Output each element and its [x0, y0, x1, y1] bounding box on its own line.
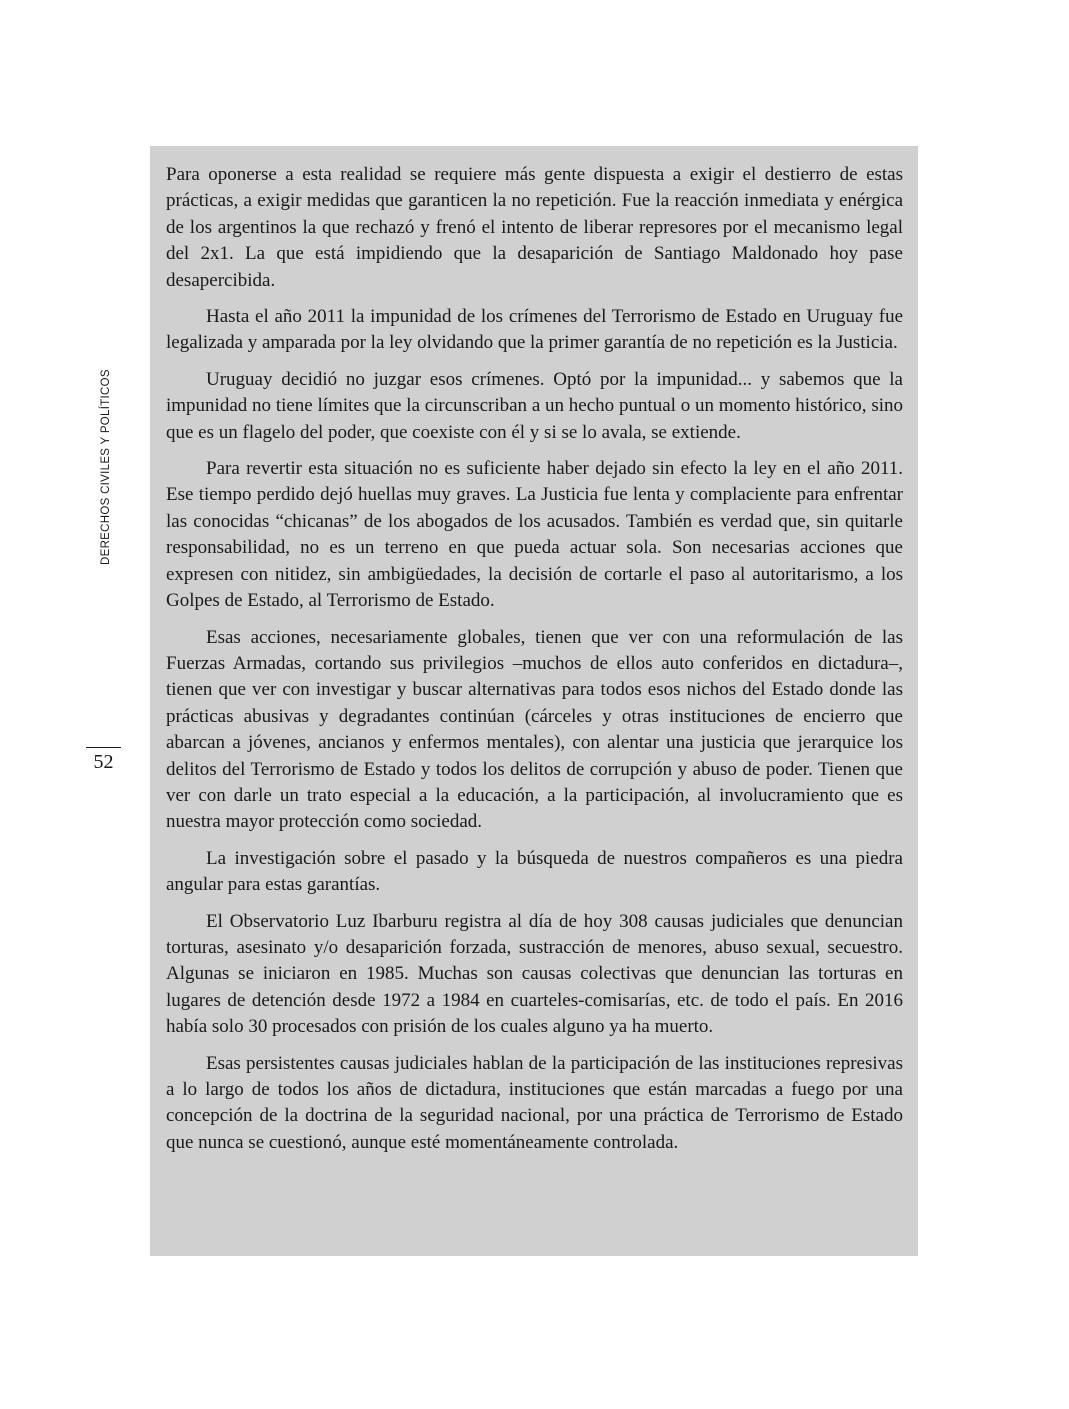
paragraph: Esas acciones, necesariamente globales, tienen que ver con una reformulación de las Fuerzas Armadas, cortando sus privilegios –muchos de ellos auto conferidos en dictadura–, tienen que ver con investigar y buscar alternativas para todos esos nichos del Estado donde las prácticas abusivas y degradantes continúan (cárceles y otras instituciones de encierro que abarcan a jóvenes, ancianos y enfermos mentales), con alentar una justicia que jerarquice los delitos del Terrorismo de Estado y todos los delitos de corrupción y abuso de poder. Tienen que ver con darle un trato especial a la educación, a la participación, al involucramiento que es nuestra mayor protección como sociedad.	[166, 626, 903, 833]
page-number: 52	[93, 751, 114, 773]
paragraph: Hasta el año 2011 la impunidad de los crímenes del Terrorismo de Estado en Uruguay fue legalizada y amparada por la ley olvidando que la primer garantía de no repetición es la Justicia.	[166, 306, 903, 354]
paragraph: Uruguay decidió no juzgar esos crímenes. Optó por la impunidad... y sabemos que la impunidad no tiene límites que la circunscriban a un hecho puntual o un momento histórico, sino que es un flagelo del poder, que coexiste con él y si se lo avala, se extiende.	[166, 368, 903, 443]
paragraph: La investigación sobre el pasado y la búsqueda de nuestros compañeros es una piedra angular para estas garantías.	[166, 847, 903, 896]
paragraph: Para oponerse a esta realidad se requiere más gente dispuesta a exigir el destierro de estas prácticas, a exigir medidas que garanticen la no repetición. Fue la reacción inmediata y enérgica de los argentinos la que rechazó y frenó el intento de liberar represores por el mecanismo legal del 2x1. La que está impidiendo que la desaparición de Santiago Maldonado hoy pase desapercibida.	[166, 164, 903, 291]
shaded-text-box	[150, 146, 918, 1256]
running-header-vertical: DERECHOS CIVILES Y POLÍTICOS	[100, 369, 112, 565]
paragraph: Para revertir esta situación no es suficiente haber dejado sin efecto la ley en el año 2011. Ese tiempo perdido dejó huellas muy graves. La Justicia fue lenta y complaciente para enfrentar las conocidas “chicanas” de los abogados de los acusados. También es verdad que, sin quitarle responsabilidad, no es un terreno en que pueda actuar sola. Son necesarias acciones que expresen con nitidez, sin ambigüedades, la decisión de cortarle el paso al autoritarismo, a los Golpes de Estado, al Terrorismo de Estado.	[166, 458, 903, 612]
paragraph: Esas persistentes causas judiciales hablan de la participación de las instituciones represivas a lo largo de todos los años de dictadura, instituciones que están marcadas a fuego por una concepción de la doctrina de la seguridad nacional, por una práctica de Terrorismo de Estado que nunca se cuestionó, aunque esté momentáneamente controlada.	[166, 1052, 903, 1153]
paragraph: El Observatorio Luz Ibarburu registra al día de hoy 308 causas judiciales que denuncian torturas, asesinato y/o desaparición forzada, sustracción de menores, abuso sexual, secuestro. Algunas se iniciaron en 1985. Muchas son causas colectivas que denuncian las torturas en lugares de detención desde 1972 a 1984 en cuarteles-comisarías, etc. de todo el país. En 2016 había solo 30 procesados con prisión de los cuales alguno ya ha muerto.	[166, 910, 903, 1038]
page-number-rule	[86, 747, 121, 748]
